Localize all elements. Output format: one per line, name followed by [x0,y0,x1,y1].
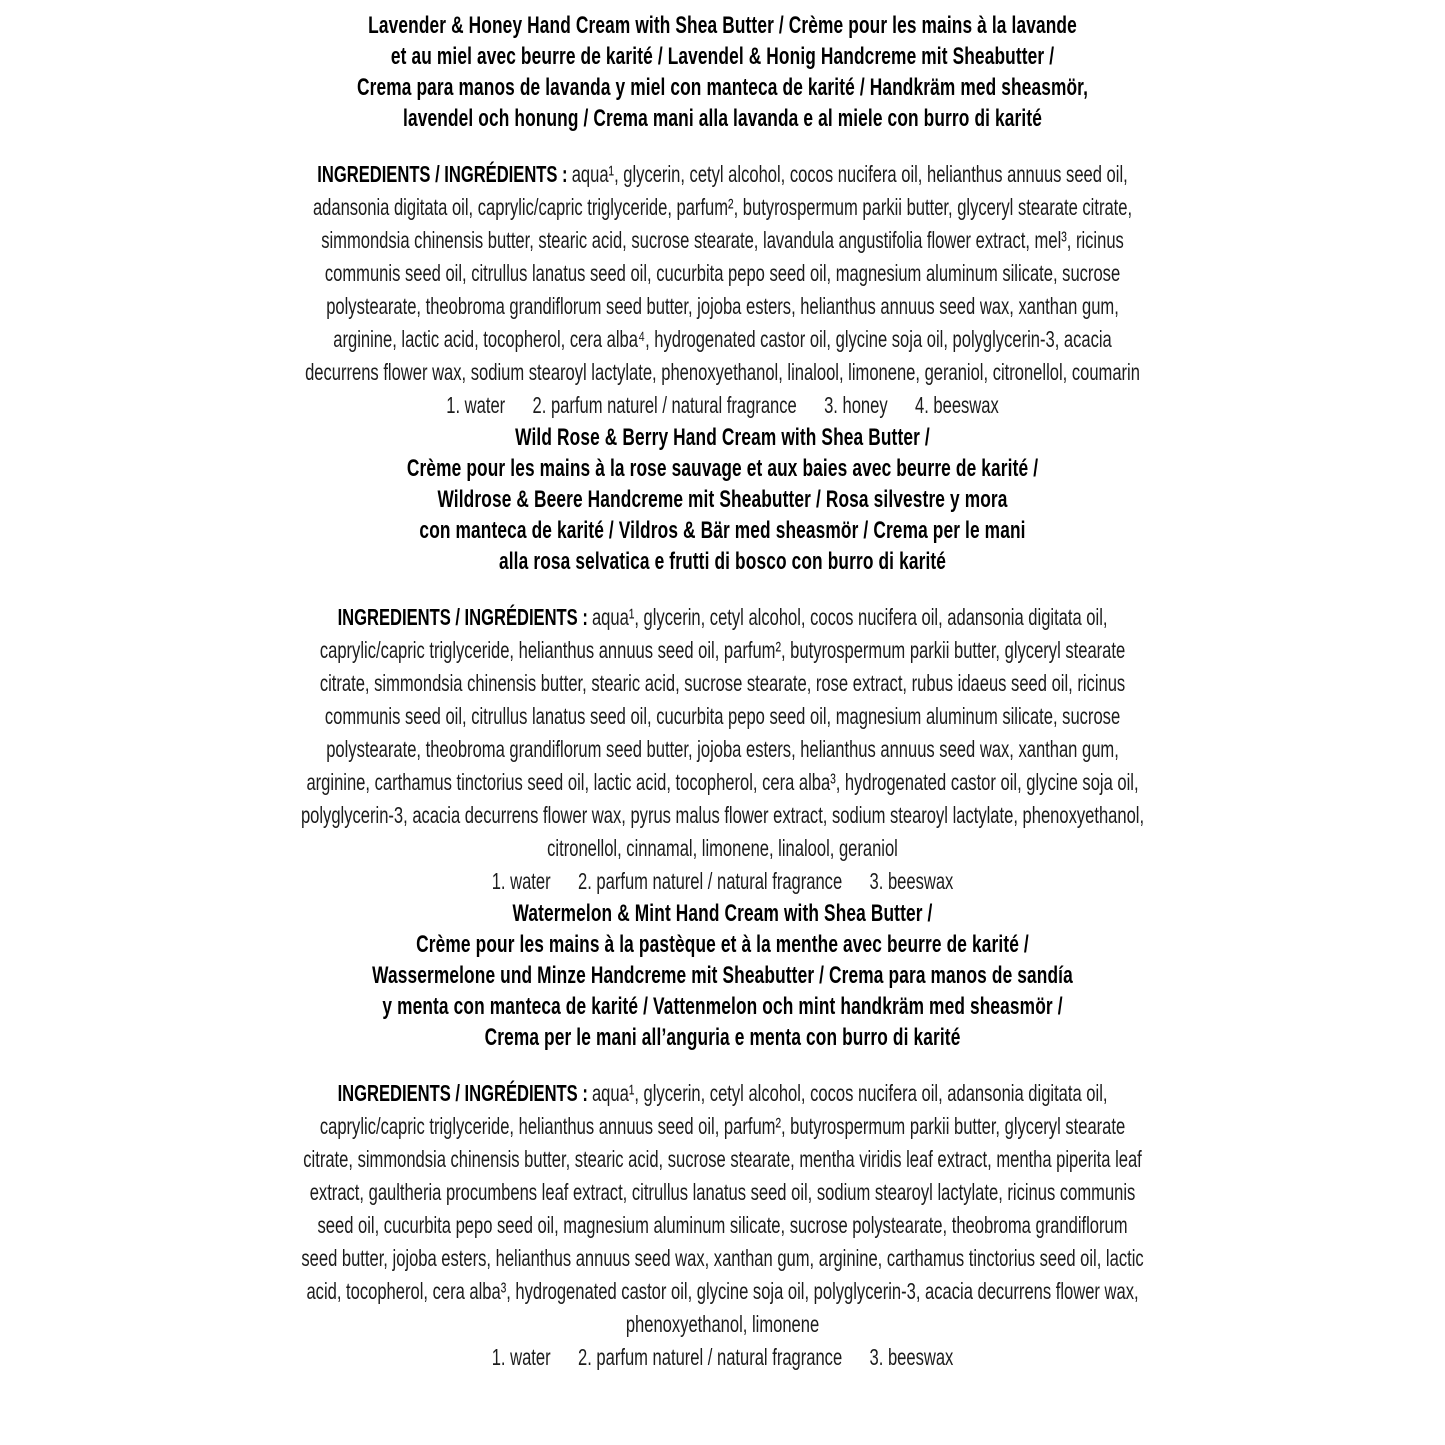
footnote-item: 2. parfum naturel / natural fragrance [577,1344,843,1370]
ingredients-label: INGREDIENTS / INGRÉDIENTS : [337,1080,588,1106]
footnote-item: 3. beeswax [869,868,954,894]
footnote-item: 2. parfum naturel / natural fragrance [532,392,797,418]
product-title-line: Watermelon & Mint Hand Cream with Shea Butter / [512,900,933,927]
footnote-item: 1. water [491,868,551,894]
ingredients-paragraph [298,158,1148,389]
ingredients-label: INGREDIENTS / INGRÉDIENTS : [317,161,568,187]
product-title-line: Wild Rose & Berry Hand Cream with Shea Butter / [515,424,930,451]
product-title-line: y menta con manteca de karité / Vattenmelon och mint handkräm med sheasmör / [382,993,1063,1020]
product-title-line: Crema per le mani all’anguria e menta con burro di karité [484,1024,961,1051]
footnote-item: 1. water [446,392,506,418]
footnote-item: 3. beeswax [869,1344,954,1370]
footnotes-row [0,1341,1445,1374]
product-title-line: lavendel och honung / Crema mani alla lavanda e al miele con burro di karité [403,105,1043,132]
product-title-line: Lavender & Honey Hand Cream with Shea Butter / Crème pour les mains à la lavande [368,12,1077,39]
footnote-item: 1. water [491,1344,551,1370]
ingredients-text: aqua¹, glycerin, cetyl alcohol, cocos nucifera oil, adansonia digitata oil, caprylic/capric triglyceride, helianthus annuus seed oil, parfum², butyrospermum parkii butter, glyceryl stearate citrate, simmondsia chinensis butter, stearic acid, sucrose stearate, rose extract, rubus idaeus seed oil, ricinus communis seed oil, citrullus lanatus seed oil, cucurbita pepo seed oil, magnesium aluminum silicate, sucrose polystearate, theobroma grandiflorum seed butter, jojoba esters, helianthus annuus seed wax, xanthan gum, arginine, carthamus tinctorius seed oil, lactic acid, tocopherol, cera alba³, hydrogenated castor oil, glycine soja oil, polyglycerin-3, acacia decurrens flower wax, pyrus malus flower extract, sodium stearoyl lactylate, phenoxyethanol, citronellol, cinnamal, limonene, linalool, geraniol [300,604,1145,861]
product-section-wild-rose-berry [0,422,1445,898]
footnotes-row [0,865,1445,898]
footnote-item: 2. parfum naturel / natural fragrance [577,868,843,894]
ingredients-paragraph [298,601,1148,865]
footnotes-row [0,389,1445,422]
product-title-line: con manteca de karité / Vildros & Bär med sheasmör / Crema per le mani [419,517,1026,544]
ingredients-paragraph [298,1077,1148,1341]
product-title-line: alla rosa selvatica e frutti di bosco con burro di karité [498,548,947,575]
product-title [0,10,1445,134]
footnote-item: 3. honey [824,392,888,418]
product-title [0,422,1445,577]
ingredients-label: INGREDIENTS / INGRÉDIENTS : [337,604,588,630]
ingredients-text: aqua¹, glycerin, cetyl alcohol, cocos nucifera oil, helianthus annuus seed oil, adansonia digitata oil, caprylic/capric triglyceride, parfum², butyrospermum parkii butter, glyceryl stearate citrate, simmondsia chinensis butter, stearic acid, sucrose stearate, lavandula angustifolia flower extract, mel³, ricinus communis seed oil, citrullus lanatus seed oil, cucurbita pepo seed oil, magnesium aluminum silicate, sucrose polystearate, theobroma grandiflorum seed butter, jojoba esters, helianthus annuus seed wax, xanthan gum, arginine, lactic acid, tocopherol, cera alba⁴, hydrogenated castor oil, glycine soja oil, polyglycerin-3, acacia decurrens flower wax, sodium stearoyl lactylate, phenoxyethanol, linalool, limonene, geraniol, citronellol, coumarin [305,161,1140,385]
product-title-line: Wassermelone und Minze Handcreme mit Sheabutter / Crema para manos de sandía [372,962,1073,989]
product-section-lavender-honey [0,10,1445,422]
product-title [0,898,1445,1053]
product-title-line: Crème pour les mains à la rose sauvage et aux baies avec beurre de karité / [406,455,1039,482]
ingredients-text: aqua¹, glycerin, cetyl alcohol, cocos nucifera oil, adansonia digitata oil, caprylic/capric triglyceride, helianthus annuus seed oil, parfum², butyrospermum parkii butter, glyceryl stearate citrate, simmondsia chinensis butter, stearic acid, sucrose stearate, mentha viridis leaf extract, mentha piperita leaf extract, gaultheria procumbens leaf extract, citrullus lanatus seed oil, sodium stearoyl lactylate, ricinus communis seed oil, cucurbita pepo seed oil, magnesium aluminum silicate, sucrose polystearate, theobroma grandiflorum seed butter, jojoba esters, helianthus annuus seed wax, xanthan gum, arginine, carthamus tinctorius seed oil, lactic acid, tocopherol, cera alba³, hydrogenated castor oil, glycine soja oil, polyglycerin-3, acacia decurrens flower wax, phenoxyethanol, limonene [301,1080,1144,1337]
product-title-line: et au miel avec beurre de karité / Lavendel & Honig Handcreme mit Sheabutter / [390,43,1055,70]
product-title-line: Crème pour les mains à la pastèque et à la menthe avec beurre de karité / [416,931,1029,958]
product-title-line: Crema para manos de lavanda y miel con manteca de karité / Handkräm med sheasmör, [357,74,1089,101]
product-section-watermelon-mint [0,898,1445,1374]
product-title-line: Wildrose & Beere Handcreme mit Sheabutter / Rosa silvestre y mora [437,486,1008,513]
footnote-item: 4. beeswax [914,392,999,418]
